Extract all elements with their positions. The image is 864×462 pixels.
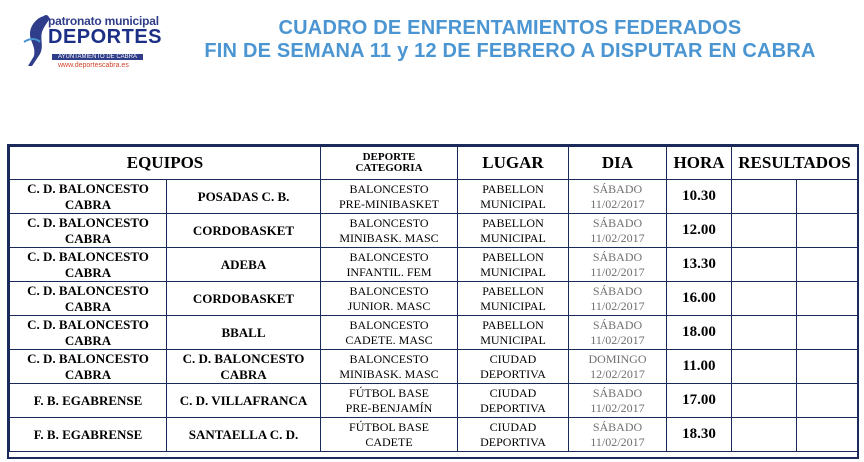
venue-line1: PABELLON <box>482 317 544 332</box>
fixtures-table <box>7 144 859 459</box>
category: CADETE <box>365 434 413 449</box>
category: MINIBASK. MASC <box>339 366 439 381</box>
away-team: ADEBA <box>167 248 321 282</box>
header-deporte-line2: CATEGORIA <box>355 162 423 174</box>
logo-text <box>48 14 162 46</box>
match-day <box>569 180 667 214</box>
match-day <box>569 282 667 316</box>
match-day <box>569 248 667 282</box>
away-team: CORDOBASKET <box>167 282 321 316</box>
logo-line3: AYUNTAMIENTO DE CABRA <box>52 54 143 60</box>
header-resultados: RESULTADOS <box>732 147 858 180</box>
home-team: F. B. EGABRENSE <box>10 384 167 418</box>
table-row <box>10 180 858 214</box>
venue <box>458 316 569 350</box>
weekday: SÁBADO <box>592 283 643 298</box>
weekday: DOMINGO <box>588 351 647 366</box>
venue-line2: DEPORTIVA <box>480 434 546 449</box>
home-team: C. D. BALONCESTO CABRA <box>10 350 167 384</box>
sport-category <box>321 282 458 316</box>
result-home <box>732 248 797 282</box>
weekday: SÁBADO <box>592 215 643 230</box>
header-lugar: LUGAR <box>458 147 569 180</box>
result-away <box>797 214 858 248</box>
result-home <box>732 384 797 418</box>
match-day <box>569 384 667 418</box>
header-dia: DIA <box>569 147 667 180</box>
logo-line2: DEPORTES <box>48 26 163 48</box>
home-team: C. D. BALONCESTO CABRA <box>10 316 167 350</box>
match-day <box>569 316 667 350</box>
sport-category <box>321 350 458 384</box>
date: 11/02/2017 <box>590 230 645 245</box>
venue-line1: PABELLON <box>482 181 544 196</box>
venue <box>458 248 569 282</box>
title-line2: FIN DE SEMANA 11 y 12 DE FEBRERO A DISPUTAR EN CABRA <box>204 40 816 62</box>
sport-category <box>321 180 458 214</box>
table-row <box>10 282 858 316</box>
title-line1: CUADRO DE ENFRENTAMIENTOS FEDERADOS <box>278 17 742 39</box>
match-day <box>569 214 667 248</box>
category: CADETE. MASC <box>345 332 433 347</box>
table-row <box>10 384 858 418</box>
match-day <box>569 350 667 384</box>
header-equipos: EQUIPOS <box>10 147 321 180</box>
category: JUNIOR. MASC <box>347 298 431 313</box>
sport: BALONCESTO <box>349 283 429 298</box>
venue-line2: MUNICIPAL <box>480 230 546 245</box>
sport-category <box>321 214 458 248</box>
venue-line1: PABELLON <box>482 215 544 230</box>
weekday: SÁBADO <box>592 385 643 400</box>
home-team: C. D. BALONCESTO CABRA <box>10 214 167 248</box>
venue-line2: MUNICIPAL <box>480 264 546 279</box>
home-team: C. D. BALONCESTO CABRA <box>10 282 167 316</box>
venue <box>458 282 569 316</box>
result-away <box>797 282 858 316</box>
away-team: POSADAS C. B. <box>167 180 321 214</box>
venue-line2: MUNICIPAL <box>480 196 546 211</box>
date: 11/02/2017 <box>590 264 645 279</box>
home-team: C. D. BALONCESTO CABRA <box>10 180 167 214</box>
table-row <box>10 350 858 384</box>
match-day <box>569 418 667 452</box>
logo-line1: patronato municipal <box>48 14 159 28</box>
result-away <box>797 418 858 452</box>
result-away <box>797 180 858 214</box>
match-time: 16.00 <box>667 282 732 316</box>
result-away <box>797 350 858 384</box>
date: 11/02/2017 <box>590 434 645 449</box>
date: 11/02/2017 <box>590 332 645 347</box>
away-team: CORDOBASKET <box>167 214 321 248</box>
result-home <box>732 316 797 350</box>
sport-category <box>321 248 458 282</box>
venue <box>458 418 569 452</box>
sport: BALONCESTO <box>349 215 429 230</box>
header-deporte-line1: DEPORTE <box>362 151 416 163</box>
sport: BALONCESTO <box>349 351 429 366</box>
sport: BALONCESTO <box>349 317 429 332</box>
sport-category <box>321 316 458 350</box>
match-time: 13.30 <box>667 248 732 282</box>
venue-line1: CIUDAD <box>489 351 537 366</box>
result-away <box>797 384 858 418</box>
category: INFANTIL. FEM <box>346 264 432 279</box>
venue-line2: DEPORTIVA <box>480 400 546 415</box>
sport: FÚTBOL BASE <box>349 385 429 400</box>
venue-line2: MUNICIPAL <box>480 298 546 313</box>
venue-line1: PABELLON <box>482 283 544 298</box>
match-time: 18.00 <box>667 316 732 350</box>
date: 12/02/2017 <box>590 366 645 381</box>
venue <box>458 180 569 214</box>
match-time: 18.30 <box>667 418 732 452</box>
category: PRE-BENJAMÍN <box>345 400 433 415</box>
result-away <box>797 248 858 282</box>
table-row <box>10 418 858 452</box>
venue-line1: CIUDAD <box>489 385 537 400</box>
match-time: 17.00 <box>667 384 732 418</box>
venue-line2: DEPORTIVA <box>480 366 546 381</box>
result-home <box>732 180 797 214</box>
away-team: C. D. VILLAFRANCA <box>167 384 321 418</box>
weekday: SÁBADO <box>592 249 643 264</box>
venue <box>458 350 569 384</box>
venue <box>458 384 569 418</box>
table-header-row <box>10 147 858 180</box>
weekday: SÁBADO <box>592 419 643 434</box>
home-team: C. D. BALONCESTO CABRA <box>10 248 167 282</box>
result-home <box>732 350 797 384</box>
logo-url: www.deportescabra.es <box>58 62 129 69</box>
away-team: BBALL <box>167 316 321 350</box>
venue-line2: MUNICIPAL <box>480 332 546 347</box>
date: 11/02/2017 <box>590 298 645 313</box>
result-home <box>732 214 797 248</box>
venue <box>458 214 569 248</box>
venue-line1: PABELLON <box>482 249 544 264</box>
match-time: 11.00 <box>667 350 732 384</box>
venue-line1: CIUDAD <box>489 419 537 434</box>
category: PRE-MINIBASKET <box>338 196 439 211</box>
result-away <box>797 316 858 350</box>
logo <box>22 12 168 68</box>
sport: FÚTBOL BASE <box>349 419 429 434</box>
header-deporte <box>321 147 458 180</box>
result-home <box>732 418 797 452</box>
table-row <box>10 316 858 350</box>
category: MINIBASK. MASC <box>339 230 439 245</box>
sport: BALONCESTO <box>349 249 429 264</box>
page-title <box>190 17 830 63</box>
sport: BALONCESTO <box>349 181 429 196</box>
table-row <box>10 248 858 282</box>
away-team: C. D. BALONCESTO CABRA <box>167 350 321 384</box>
sport-category <box>321 384 458 418</box>
table-row <box>10 214 858 248</box>
date: 11/02/2017 <box>590 196 645 211</box>
match-time: 10.30 <box>667 180 732 214</box>
away-team: SANTAELLA C. D. <box>167 418 321 452</box>
date: 11/02/2017 <box>590 400 645 415</box>
home-team: F. B. EGABRENSE <box>10 418 167 452</box>
sport-category <box>321 418 458 452</box>
result-home <box>732 282 797 316</box>
weekday: SÁBADO <box>592 317 643 332</box>
header-hora: HORA <box>667 147 732 180</box>
weekday: SÁBADO <box>592 181 643 196</box>
match-time: 12.00 <box>667 214 732 248</box>
